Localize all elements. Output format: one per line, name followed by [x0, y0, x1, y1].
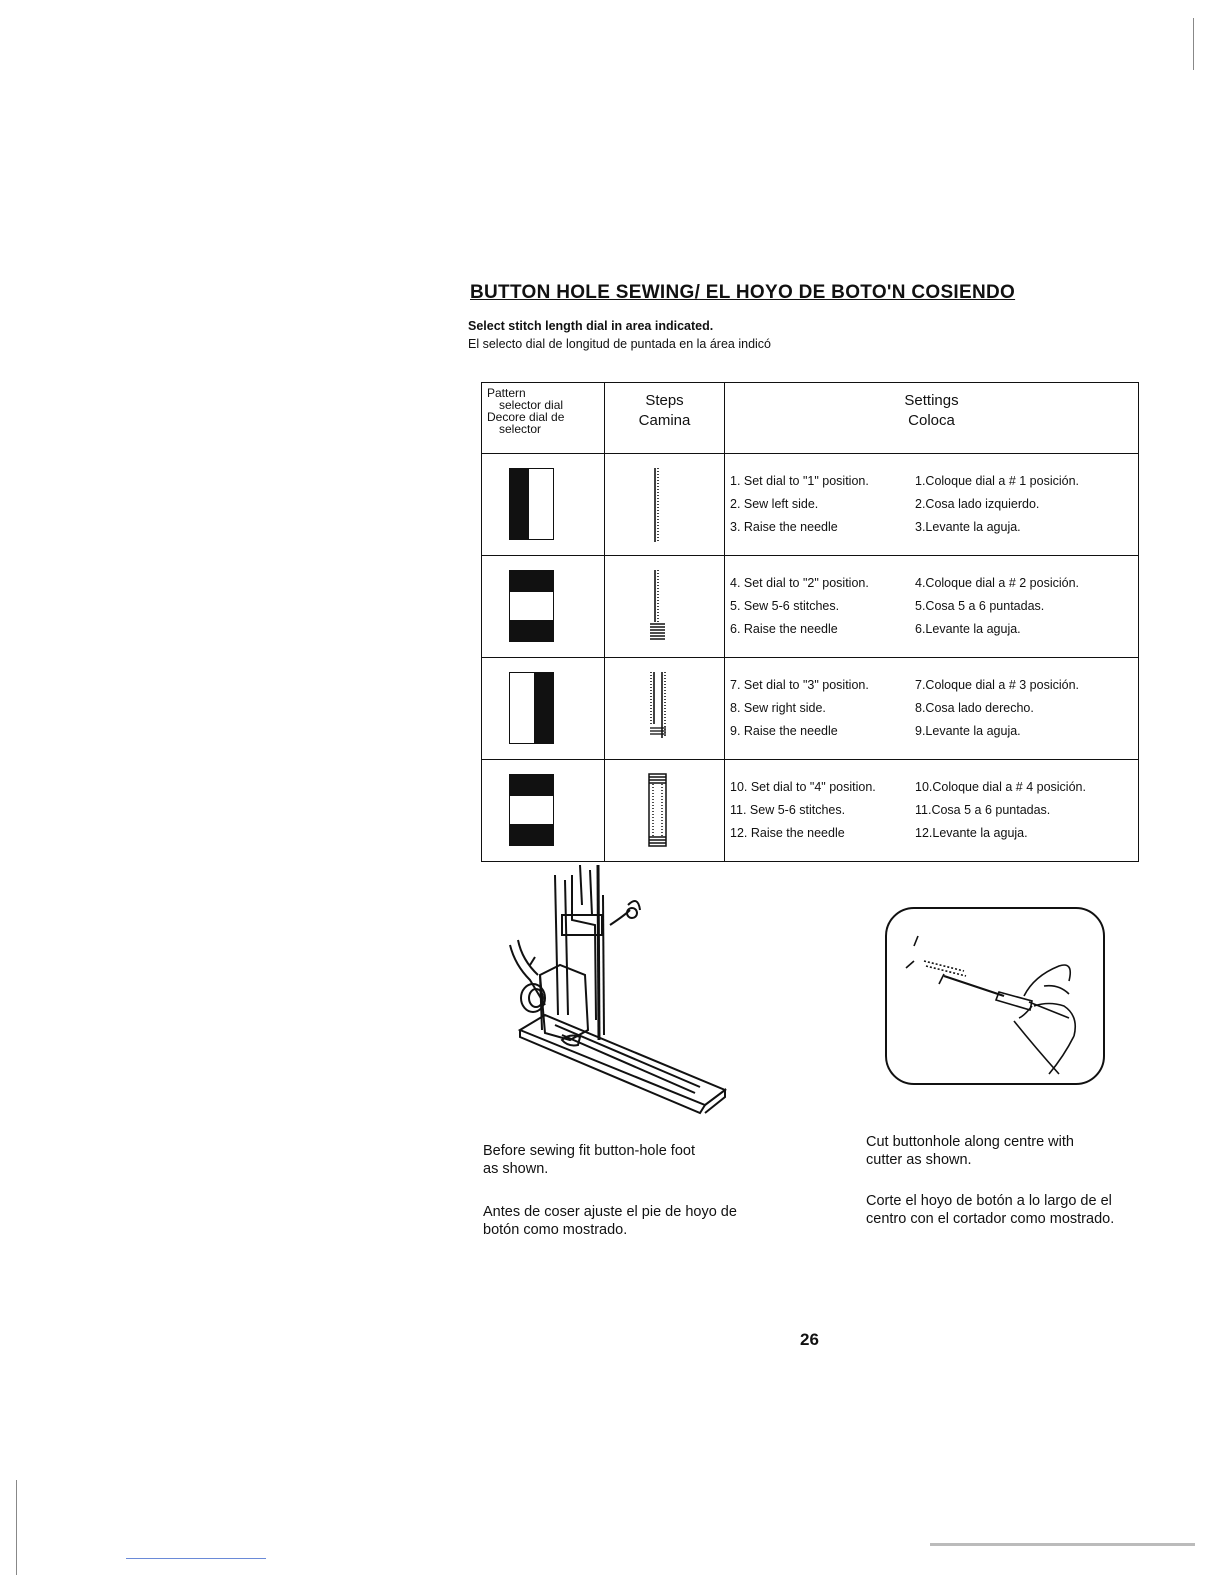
- bar-tack-stitch-icon: [645, 566, 675, 650]
- caption-cutter-english: Cut buttonhole along centre with cutter as shown.: [866, 1134, 1074, 1168]
- table-row: 4. Set dial to "2" position. 5. Sew 5-6 stitches. 6. Raise the needle 4.Coloque dial a # 2 posición. 5.Cosa 5 a 6 puntadas. 6.Levante la aguja.: [482, 556, 1139, 658]
- scan-artifact-line: [126, 1558, 266, 1559]
- intro-spanish: El selecto dial de longitud de puntada en la área indicó: [468, 337, 771, 351]
- right-side-stitch-icon: [645, 668, 675, 752]
- left-half-pattern-icon: [509, 468, 554, 540]
- caption-foot-spanish: Antes de coser ajuste el pie de hoyo de botón como mostrado.: [483, 1204, 737, 1238]
- finished-buttonhole-stitch-icon: [645, 770, 675, 854]
- table-row: 10. Set dial to "4" position. 11. Sew 5-6 stitches. 12. Raise the needle 10.Coloque dial a # 4 posición. 11.Cosa 5 a 6 puntadas. 12.Levante la aguja.: [482, 760, 1139, 862]
- scan-artifact-line: [1193, 18, 1194, 70]
- bar-tack-pattern-icon: [509, 570, 554, 642]
- scan-artifact-line: [16, 1480, 17, 1575]
- scan-artifact-line: [930, 1543, 1195, 1546]
- settings-header: Settings Coloca: [725, 383, 1139, 454]
- right-half-pattern-icon: [509, 672, 554, 744]
- left-side-stitch-icon: [645, 464, 675, 548]
- pattern-header: Pattern selector dial Decore dial de selector: [482, 383, 605, 454]
- bar-tack-pattern-icon: [509, 774, 554, 846]
- caption-foot-english: Before sewing fit button-hole foot as shown.: [483, 1143, 695, 1177]
- table-header-row: [482, 383, 1139, 454]
- table-row: 7. Set dial to "3" position. 8. Sew right side. 9. Raise the needle 7.Coloque dial a # 3 posición. 8.Cosa lado derecho. 9.Levante la aguja.: [482, 658, 1139, 760]
- buttonhole-cutter-illustration: [884, 906, 1108, 1088]
- page-number: 26: [800, 1330, 819, 1349]
- intro-english: Select stitch length dial in area indicated.: [468, 319, 714, 333]
- table-row: 1. Set dial to "1" position. 2. Sew left side. 3. Raise the needle 1.Coloque dial a # 1 posición. 2.Cosa lado izquierdo. 3.Levante la aguja.: [482, 454, 1139, 556]
- caption-cutter-spanish: Corte el hoyo de botón a lo largo de el centro con el cortador como mostrado.: [866, 1193, 1115, 1227]
- instruction-table: [481, 382, 1139, 862]
- page-title: BUTTON HOLE SEWING/ EL HOYO DE BOTO'N COSIENDO: [470, 282, 1016, 303]
- buttonhole-foot-illustration: [500, 865, 735, 1120]
- steps-header: Steps Camina: [605, 383, 725, 454]
